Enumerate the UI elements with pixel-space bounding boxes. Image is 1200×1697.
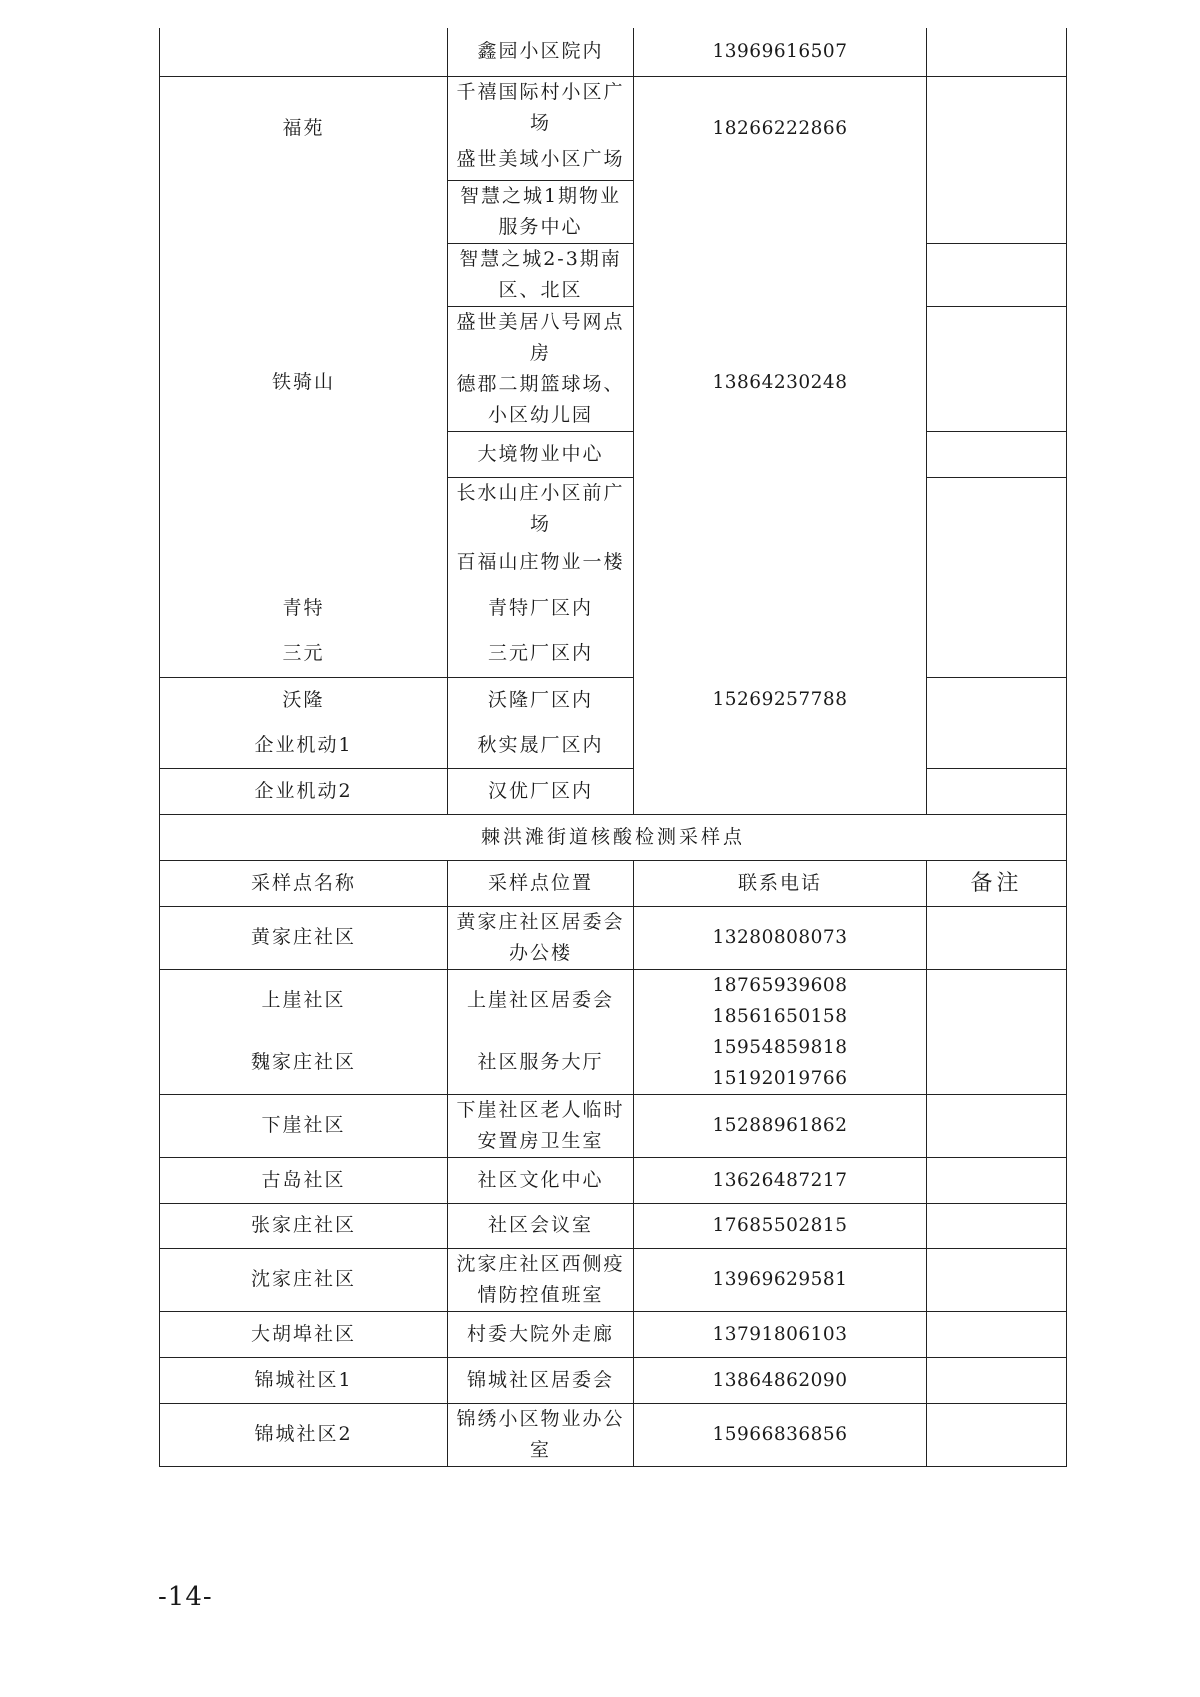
name-cell: 沃隆 [160, 677, 448, 723]
name-cell: 魏家庄社区 [160, 1032, 448, 1095]
note-cell [927, 1357, 1067, 1403]
note-cell [927, 906, 1067, 969]
note-cell [927, 1248, 1067, 1311]
phone-cell: 13969629581 [634, 1248, 927, 1311]
phone-cell: 15966836856 [634, 1403, 927, 1466]
location-cell: 社区文化中心 [448, 1157, 634, 1203]
location-cell: 智慧之城1期物业服务中心 [448, 181, 634, 244]
phone-cell [634, 969, 927, 1032]
location-cell: 青特厂区内 [448, 585, 634, 631]
table-row [160, 1357, 1067, 1403]
note-cell [927, 1203, 1067, 1248]
location-cell: 长水山庄小区前广场 [448, 478, 634, 541]
note-cell [927, 1157, 1067, 1203]
phone-line: 15192019766 [712, 1067, 848, 1089]
location-cell: 大境物业中心 [448, 432, 634, 478]
section-title-row [160, 814, 1067, 860]
location-cell: 村委大院外走廊 [448, 1311, 634, 1357]
location-cell: 千禧国际村小区广场 [448, 76, 634, 139]
name-cell: 上崖社区 [160, 969, 448, 1032]
location-cell: 上崖社区居委会 [448, 969, 634, 1032]
note-cell [927, 677, 1067, 768]
table-row [160, 1248, 1067, 1311]
phone-line: 18561650158 [712, 1005, 848, 1027]
note-cell [927, 969, 1067, 1094]
note-cell [927, 244, 1067, 307]
name-cell: 三元 [160, 631, 448, 677]
header-location: 采样点位置 [448, 860, 634, 906]
header-name: 采样点名称 [160, 860, 448, 906]
phone-cell: 17685502815 [634, 1203, 927, 1248]
location-cell: 德郡二期篮球场、小区幼儿园 [448, 369, 634, 432]
location-cell: 下崖社区老人临时安置房卫生室 [448, 1094, 634, 1157]
phone-cell: 13280808073 [634, 906, 927, 969]
header-row [160, 860, 1067, 906]
table-row [160, 1403, 1067, 1466]
note-cell [927, 76, 1067, 244]
phone-cell: 15288961862 [634, 1094, 927, 1157]
name-cell: 下崖社区 [160, 1094, 448, 1157]
table-row [160, 28, 1067, 76]
sampling-points-table [159, 28, 1067, 1467]
phone-cell: 13626487217 [634, 1157, 927, 1203]
phone-cell: 13864230248 [634, 181, 927, 586]
name-cell [160, 28, 448, 76]
name-cell: 锦城社区2 [160, 1403, 448, 1466]
location-cell: 锦绣小区物业办公室 [448, 1403, 634, 1466]
note-cell [927, 432, 1067, 478]
header-note: 备注 [927, 860, 1067, 906]
table-row [160, 677, 1067, 723]
name-cell: 企业机动2 [160, 768, 448, 814]
location-cell: 盛世美域小区广场 [448, 139, 634, 181]
location-cell: 汉优厂区内 [448, 768, 634, 814]
name-cell: 青特 [160, 585, 448, 631]
name-cell: 张家庄社区 [160, 1203, 448, 1248]
phone-line: 18765939608 [712, 974, 848, 996]
phone-cell: 13864862090 [634, 1357, 927, 1403]
phone-cell: 13791806103 [634, 1311, 927, 1357]
location-cell: 智慧之城2-3期南区、北区 [448, 244, 634, 307]
location-cell: 鑫园小区院内 [448, 28, 634, 76]
location-cell: 沃隆厂区内 [448, 677, 634, 723]
table-row [160, 1094, 1067, 1157]
table-row [160, 969, 1067, 1032]
name-cell: 福苑 [160, 76, 448, 181]
page-number: -14- [158, 1582, 213, 1612]
section-title: 棘洪滩街道核酸检测采样点 [160, 814, 1067, 860]
location-cell: 锦城社区居委会 [448, 1357, 634, 1403]
table-row [160, 76, 1067, 139]
note-cell [927, 307, 1067, 432]
name-cell: 黄家庄社区 [160, 906, 448, 969]
note-cell [927, 768, 1067, 814]
phone-cell: 15269257788 [634, 585, 927, 814]
name-cell: 铁骑山 [160, 181, 448, 586]
name-cell: 古岛社区 [160, 1157, 448, 1203]
location-cell: 盛世美居八号网点房 [448, 307, 634, 370]
table-row [160, 1311, 1067, 1357]
location-cell: 沈家庄社区西侧疫情防控值班室 [448, 1248, 634, 1311]
name-cell: 大胡埠社区 [160, 1311, 448, 1357]
location-cell: 三元厂区内 [448, 631, 634, 677]
location-cell: 黄家庄社区居委会办公楼 [448, 906, 634, 969]
table-row [160, 768, 1067, 814]
location-cell: 社区服务大厅 [448, 1032, 634, 1095]
table-row [160, 1203, 1067, 1248]
phone-cell [634, 1032, 927, 1095]
note-cell [927, 478, 1067, 678]
header-phone: 联系电话 [634, 860, 927, 906]
name-cell: 企业机动1 [160, 723, 448, 768]
location-cell: 秋实晟厂区内 [448, 723, 634, 768]
name-cell: 锦城社区1 [160, 1357, 448, 1403]
table-row [160, 1157, 1067, 1203]
location-cell: 社区会议室 [448, 1203, 634, 1248]
note-cell [927, 1311, 1067, 1357]
phone-cell: 18266222866 [634, 76, 927, 181]
phone-line: 15954859818 [712, 1036, 848, 1058]
location-cell: 百福山庄物业一楼 [448, 540, 634, 585]
note-cell [927, 28, 1067, 76]
note-cell [927, 1094, 1067, 1157]
note-cell [927, 1403, 1067, 1466]
name-cell: 沈家庄社区 [160, 1248, 448, 1311]
table-row [160, 906, 1067, 969]
phone-cell: 13969616507 [634, 28, 927, 76]
